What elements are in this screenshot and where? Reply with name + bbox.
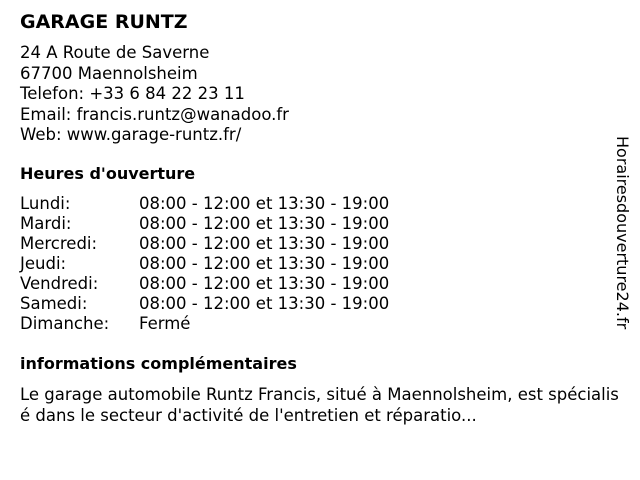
- address-line-2: 67700 Maennolsheim: [20, 63, 198, 83]
- info-heading: informations complémentaires: [20, 354, 297, 373]
- hours-row-monday: [20, 194, 440, 214]
- hours-row-sunday: [20, 314, 440, 334]
- hours-table: [20, 194, 440, 334]
- day-label: Vendredi:: [20, 274, 99, 293]
- day-label: Jeudi:: [20, 254, 67, 273]
- site-watermark: Horairesdouverture24.fr: [613, 136, 632, 330]
- hours-row-thursday: [20, 254, 440, 274]
- day-hours: 08:00 - 12:00 et 13:30 - 19:00: [139, 194, 390, 213]
- hours-row-friday: [20, 274, 440, 294]
- day-label: Samedi:: [20, 294, 88, 313]
- day-label: Mardi:: [20, 214, 72, 233]
- day-label: Dimanche:: [20, 314, 110, 333]
- day-label: Lundi:: [20, 194, 71, 213]
- day-hours: 08:00 - 12:00 et 13:30 - 19:00: [139, 274, 390, 293]
- hours-row-saturday: [20, 294, 440, 314]
- info-description: Le garage automobile Runtz Francis, situé à Maennolsheim, est spécialisé dans le secteur d'activité de l'entretien et réparatio...: [20, 385, 619, 425]
- phone-line: Telefon: +33 6 84 22 23 11: [20, 84, 245, 103]
- day-hours: 08:00 - 12:00 et 13:30 - 19:00: [139, 294, 390, 313]
- hours-heading: Heures d'ouverture: [20, 164, 196, 183]
- hours-row-tuesday: [20, 214, 440, 234]
- day-hours: Fermé: [139, 314, 191, 333]
- email-line: Email: francis.runtz@wanadoo.fr: [20, 104, 289, 124]
- hours-row-wednesday: [20, 234, 440, 254]
- day-label: Mercredi:: [20, 234, 98, 253]
- contact-block: [20, 43, 289, 146]
- day-hours: 08:00 - 12:00 et 13:30 - 19:00: [139, 214, 390, 233]
- business-name: GARAGE RUNTZ: [20, 11, 188, 33]
- day-hours: 08:00 - 12:00 et 13:30 - 19:00: [139, 254, 390, 273]
- web-line: Web: www.garage-runtz.fr/: [20, 125, 242, 144]
- day-hours: 08:00 - 12:00 et 13:30 - 19:00: [139, 234, 390, 253]
- address-line-1: 24 A Route de Saverne: [20, 43, 210, 62]
